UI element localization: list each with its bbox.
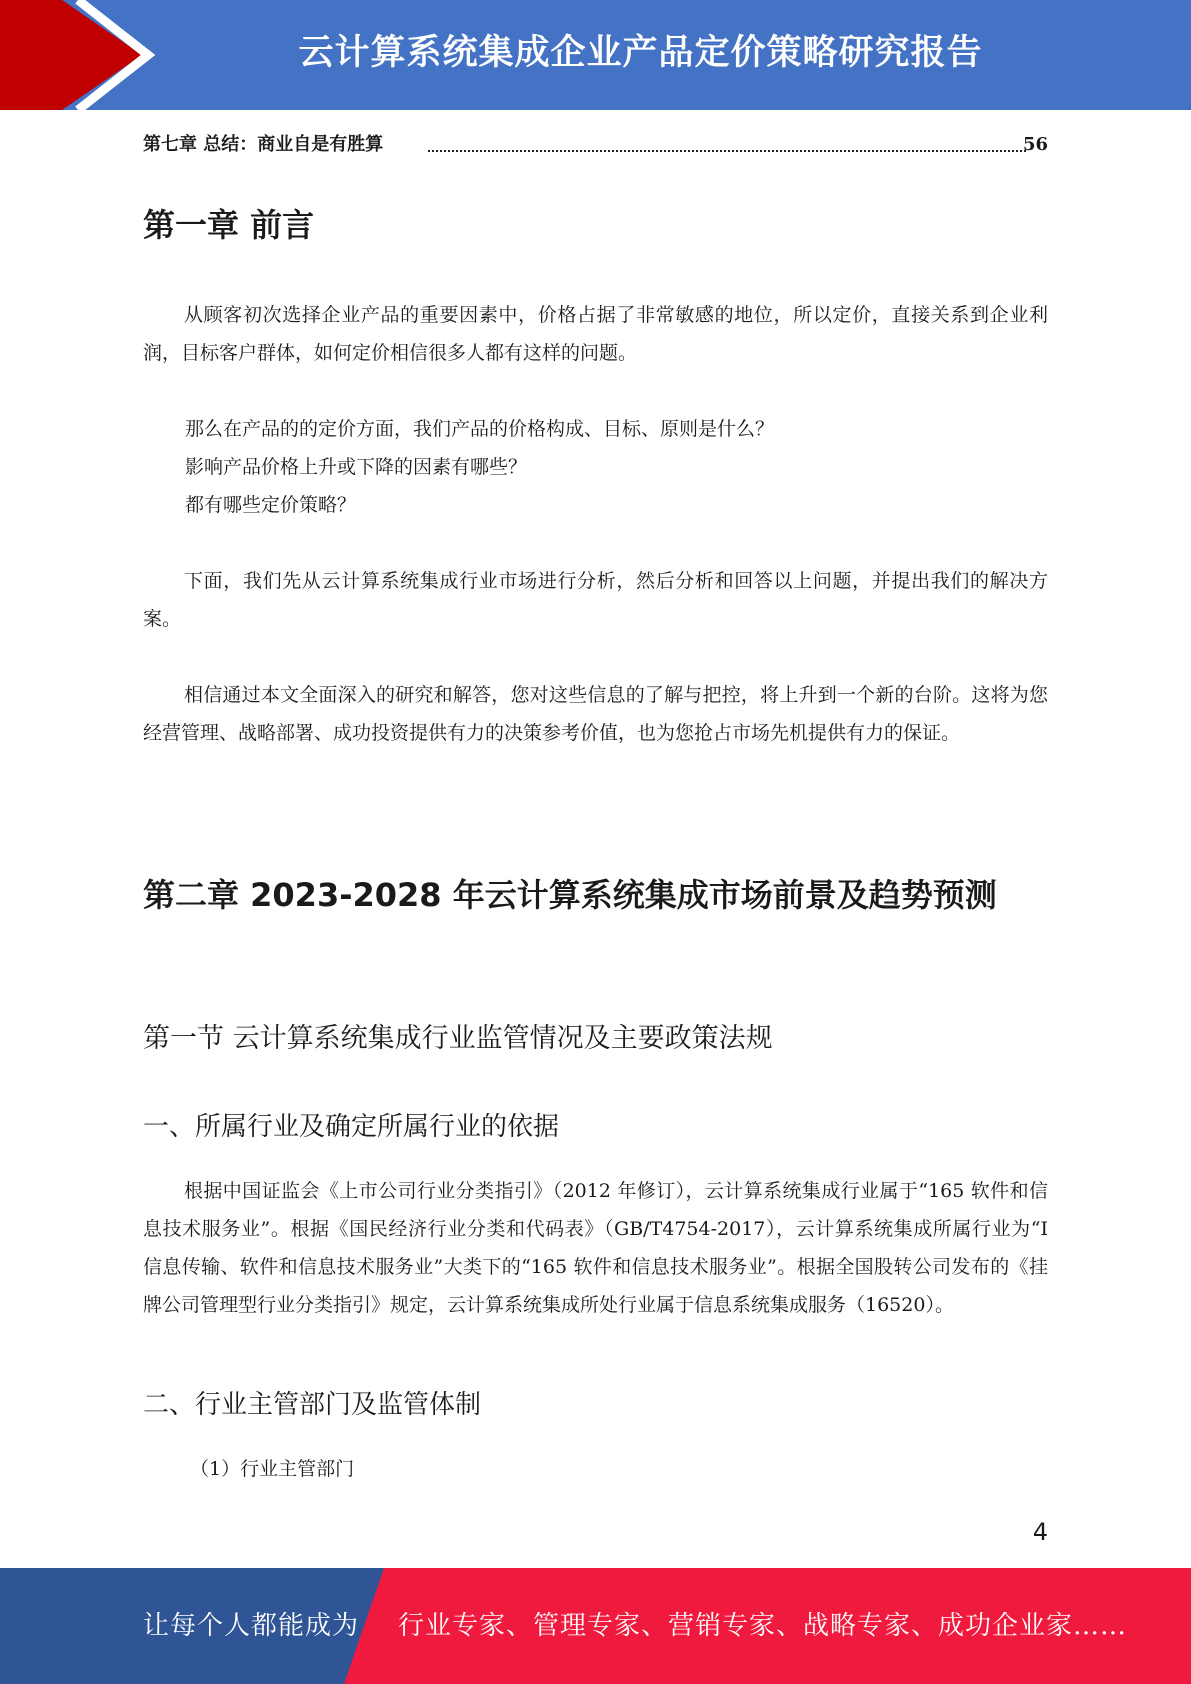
subsection-1-paragraph: 根据中国证监会《上市公司行业分类指引》（2012 年修订），云计算系统集成行业属于“165 软件和信息技术服务业”。根据《国民经济行业分类和代码表》（GB/T4754-2017），云计算系统集成所属行业为“I 信息传输、软件和信息技术服务业”大类下的“165 软件和信息技术服务业”。根据全国股转公司发布的《挂牌公司管理型行业分类指引》规定，云计算系统集成所处行业属于信息系统集成服务（16520）。	[143, 1180, 1048, 1316]
section-1-heading: 第一节 云计算系统集成行业监管情况及主要政策法规	[143, 1023, 773, 1054]
toc-entry-page: 56	[1022, 134, 1048, 155]
toc-leader-dots	[428, 150, 1026, 152]
chapter-2-heading: 第二章 2023-2028 年云计算系统集成市场前景及趋势预测	[143, 876, 997, 914]
subsection-1-heading: 一、所属行业及确定所属行业的依据	[143, 1112, 560, 1142]
chapter-1-paragraph-2: 下面，我们先从云计算系统集成行业市场进行分析，然后分析和回答以上问题，并提出我们的解决方案。	[143, 570, 1048, 630]
toc-entry[interactable]	[143, 130, 1048, 160]
subsection-2-heading: 二、行业主管部门及监管体制	[143, 1390, 482, 1420]
page-header	[0, 0, 1191, 110]
chapter-1-paragraph-1: 从顾客初次选择企业产品的重要因素中，价格占据了非常敏感的地位，所以定价，直接关系到企业利润，目标客户群体，如何定价相信很多人都有这样的问题。	[143, 304, 1048, 364]
footer-slogan-left: 让每个人都能成为	[143, 1611, 360, 1641]
subsection-2-item-1: （1）行业主管部门	[190, 1458, 355, 1480]
footer-slogan-right: 行业专家、管理专家、营销专家、战略专家、成功企业家……	[398, 1611, 1128, 1641]
toc-entry-label: 第七章 总结：商业自是有胜算	[143, 130, 385, 160]
question-3: 都有哪些定价策略？	[185, 494, 357, 516]
page-footer	[0, 1568, 1191, 1684]
chapter-1-paragraph-3: 相信通过本文全面深入的研究和解答，您对这些信息的了解与把控，将上升到一个新的台阶。这将为您经营管理、战略部署、成功投资提供有力的决策参考价值，也为您抢占市场先机提供有力的保证。	[143, 684, 1048, 744]
chapter-1-heading: 第一章 前言	[143, 206, 315, 244]
page-number: 4	[1032, 1518, 1048, 1546]
report-title: 云计算系统集成企业产品定价策略研究报告	[298, 33, 983, 73]
question-1: 那么在产品的的定价方面，我们产品的价格构成、目标、原则是什么？	[185, 418, 775, 440]
question-2: 影响产品价格上升或下降的因素有哪些？	[185, 456, 528, 478]
